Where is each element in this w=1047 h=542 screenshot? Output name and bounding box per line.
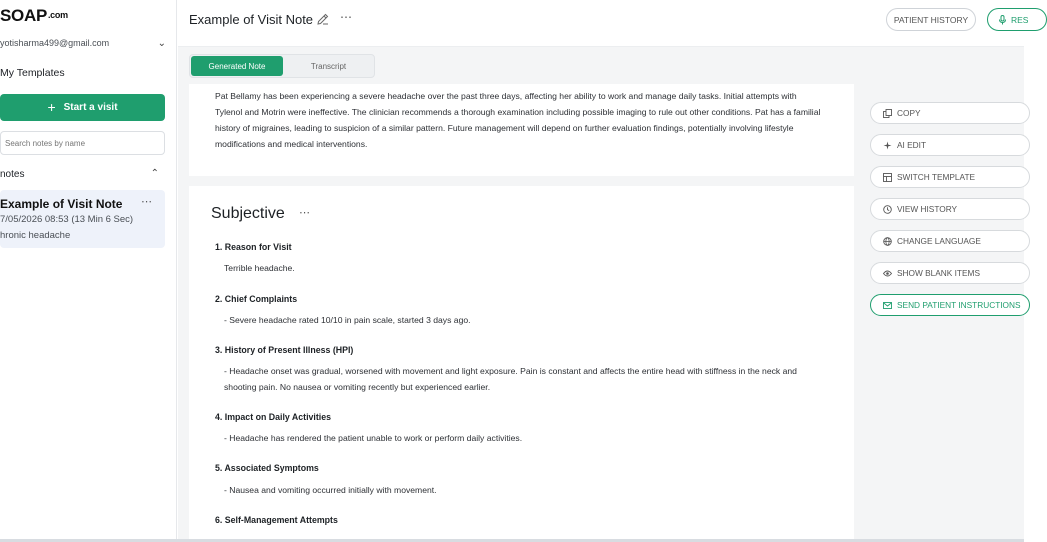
note-date: 7/05/2026 08:53 (13 Min 6 Sec)	[0, 214, 134, 225]
record-button[interactable]	[987, 8, 1047, 31]
section-body: - Severe headache rated 10/10 in pain scale, started 3 days ago.	[224, 315, 471, 325]
search-notes-input[interactable]	[0, 131, 165, 155]
globe-icon	[883, 237, 892, 246]
section-body: Terrible headache.	[224, 263, 295, 273]
template-icon	[883, 173, 892, 182]
section-heading: 2. Chief Complaints	[215, 294, 298, 304]
more-options-icon[interactable]: ⋯	[340, 10, 353, 24]
section-heading: 5. Associated Symptoms	[215, 463, 319, 473]
summary-card	[189, 84, 854, 176]
subjective-card	[189, 186, 854, 542]
plus-icon: +	[47, 99, 56, 115]
section-heading: 3. History of Present Illness (HPI)	[215, 345, 354, 355]
note-tag: hronic headache	[0, 230, 71, 241]
note-list-item[interactable]	[0, 190, 165, 248]
sidebar	[0, 0, 177, 542]
switch-template-button[interactable]	[870, 166, 1030, 188]
more-options-icon[interactable]: ⋯	[299, 207, 311, 219]
ai-edit-button[interactable]	[870, 134, 1030, 156]
tab-transcript[interactable]: Transcript	[310, 61, 347, 71]
account-selector[interactable]	[0, 38, 170, 52]
chevron-down-icon: ⌄	[157, 38, 166, 49]
more-options-icon[interactable]: ⋯	[141, 196, 153, 208]
view-history-button[interactable]	[870, 198, 1030, 220]
my-templates-link[interactable]: My Templates	[0, 67, 65, 79]
section-body: - Headache onset was gradual, worsened with movement and light exposure. Pain is constant and affects the entire head with stiffness in the neck and shooting pain. No nausea or vomiting recently but experienced earlier.	[224, 366, 797, 392]
logo[interactable]: SOAP.com	[0, 6, 68, 25]
notes-header-label: notes	[0, 169, 25, 180]
switch-template-label: SWITCH TEMPLATE	[897, 172, 976, 182]
notes-section-header[interactable]	[0, 169, 165, 183]
section-body: - Nausea and vomiting occurred initially with movement.	[224, 485, 437, 495]
show-blank-items-button[interactable]	[870, 262, 1030, 284]
start-visit-button[interactable]	[0, 94, 165, 121]
sparkle-icon	[883, 141, 892, 150]
copy-label: COPY	[897, 108, 921, 118]
send-patient-instructions-button[interactable]	[870, 294, 1030, 316]
section-body: - Headache has rendered the patient unable to work or perform daily activities.	[224, 433, 523, 443]
copy-button[interactable]	[870, 102, 1030, 124]
chevron-up-icon[interactable]: ⌃	[150, 168, 159, 179]
note-title: Example of Visit Note	[0, 197, 123, 211]
ai-edit-label: AI EDIT	[897, 140, 927, 150]
microphone-icon	[998, 15, 1007, 25]
account-email: yotisharma499@gmail.com	[0, 38, 110, 48]
mail-icon	[883, 301, 892, 310]
eye-icon	[883, 269, 892, 278]
section-heading: 6. Self-Management Attempts	[215, 515, 338, 525]
show-blank-items-label: SHOW BLANK ITEMS	[897, 268, 980, 278]
view-history-label: VIEW HISTORY	[897, 204, 958, 214]
note-tabs	[189, 54, 375, 78]
record-label: RES	[1011, 14, 1029, 25]
section-title: Subjective	[211, 205, 285, 222]
tab-generated-note[interactable]: Generated Note	[191, 56, 283, 76]
patient-history-button[interactable]: PATIENT HISTORY	[886, 8, 976, 31]
section-heading: 4. Impact on Daily Activities	[215, 412, 332, 422]
summary-text: Pat Bellamy has been experiencing a severe headache over the past three days, affecting her ability to work and manage daily tasks. Initial attempts with Tylenol and Motrin were ineffective. The clinician recommends a thorough examination including possible imaging to rule out other conditions. Pat has a familial history of migraines, leading to suspicion of a similar pattern. Future management will depend on further evaluation findings, potentially involving lifestyle modifications and medical interventions.	[215, 91, 821, 149]
start-visit-label: Start a visit	[63, 102, 118, 113]
pencil-icon[interactable]	[316, 12, 330, 26]
change-language-label: CHANGE LANGUAGE	[897, 236, 981, 246]
page-title: Example of Visit Note	[189, 12, 314, 27]
send-patient-instructions-label: SEND PATIENT INSTRUCTIONS	[897, 300, 1021, 310]
history-icon	[883, 205, 892, 214]
change-language-button[interactable]	[870, 230, 1030, 252]
section-heading: 1. Reason for Visit	[215, 242, 292, 252]
copy-icon	[883, 109, 892, 118]
